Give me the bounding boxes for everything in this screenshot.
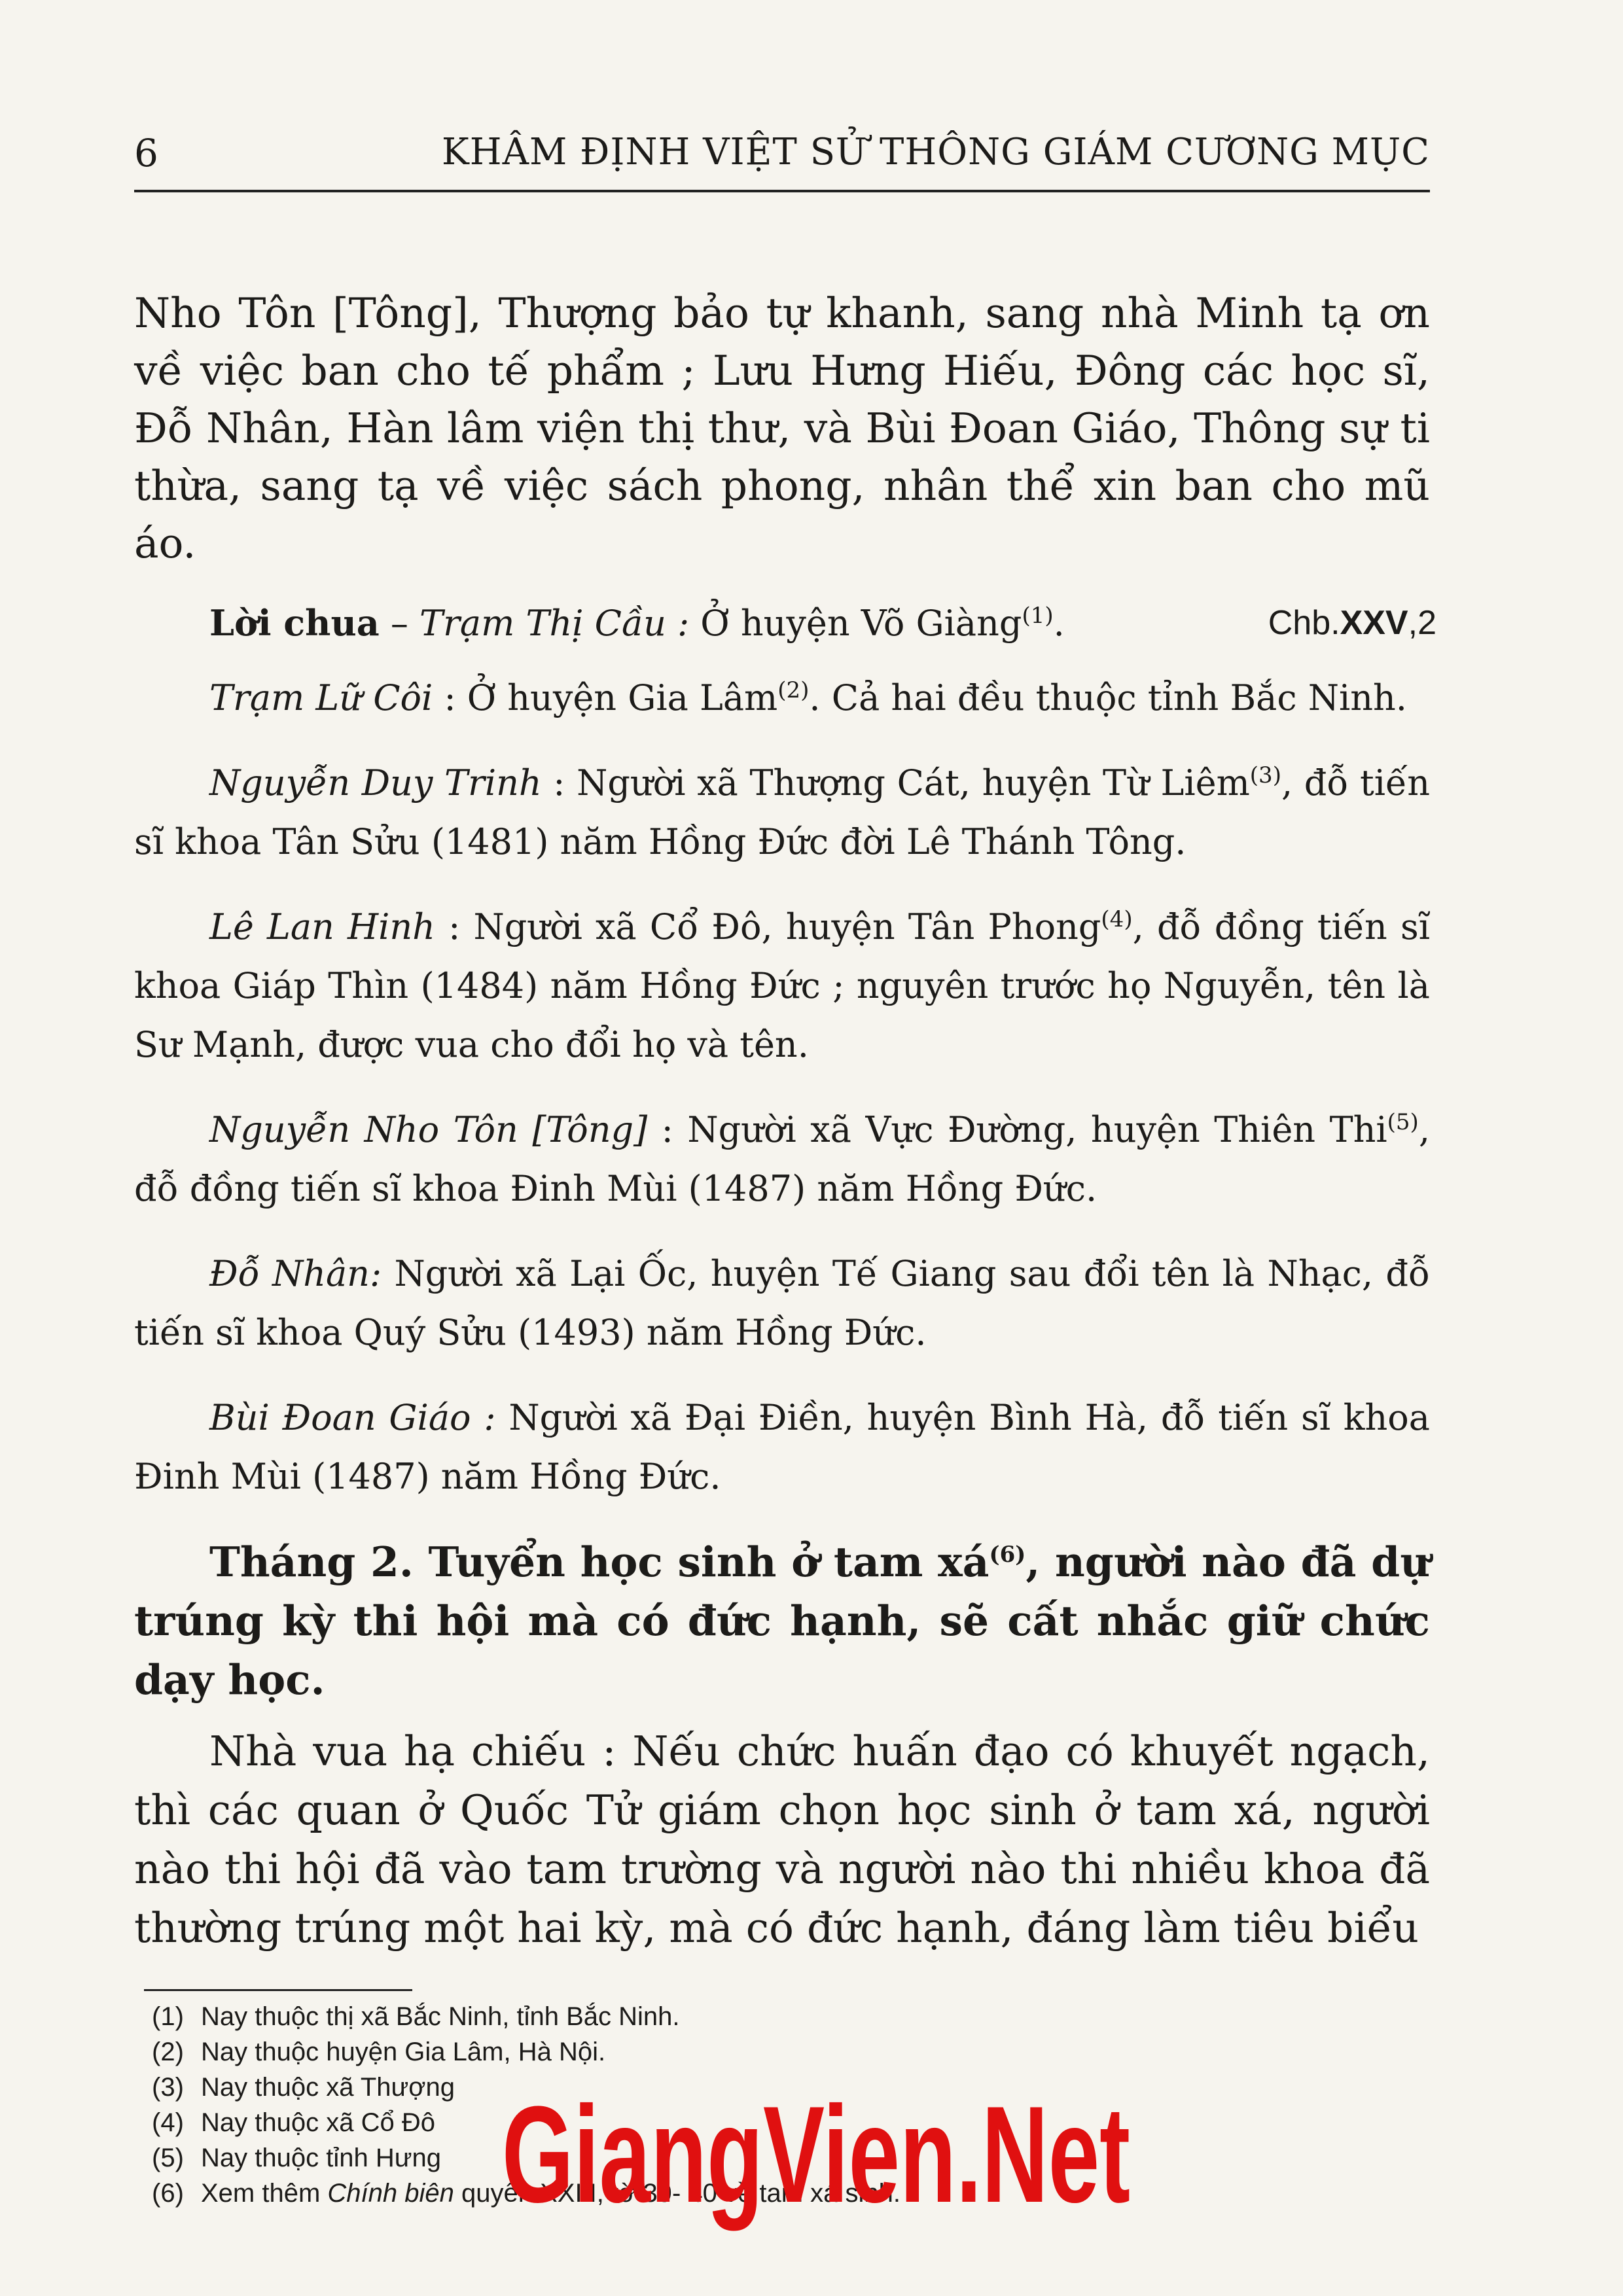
watermark-logo: [494, 2068, 1139, 2244]
footnote-ref[interactable]: (5): [1387, 1109, 1419, 1135]
annotation-name: Trạm Thị Cầu :: [419, 603, 690, 644]
running-title: KHÂM ĐỊNH VIỆT SỬ THÔNG GIÁM CƯƠNG MỤC: [441, 131, 1430, 173]
annotation-name: Lê Lan Hinh: [209, 906, 435, 947]
footnote: (6) Xem thêm Chính biên quyển XXIII, tờ 39- 40 về tam xá sinh.: [152, 2179, 901, 2208]
footnote: (5) Nay thuộc tỉnh Hưng: [152, 2144, 441, 2172]
annotation-name: Bùi Đoan Giáo :: [209, 1397, 496, 1438]
footnote-ref[interactable]: (1): [1022, 603, 1054, 629]
section-heading: Tháng 2. Tuyển học sinh ở tam $xá^{(6)}$, người nào đã dự trúng kỳ thi hội mà có đức hạnh, sẽ cất nhắc giữ chức dạy học.: [134, 1538, 1430, 1704]
watermark-text: GiangVien.Net: [502, 2077, 1130, 2231]
annotation-entry: Bùi Đoan Giáo : Người xã Đại Điền, huyện Bình Hà, đỗ tiến sĩ khoa Đinh Mùi (1487) năm Hồng Đức.: [134, 1397, 1431, 1497]
page-header: [134, 118, 1430, 192]
annotation-name: Nguyễn Nho Tôn [Tông]: [209, 1109, 648, 1150]
footnote-divider: [144, 1989, 412, 1991]
footnote-ref[interactable]: (6): [989, 1542, 1026, 1568]
annotation-entry: Nguyễn Nho Tôn [Tông] : Người xã Vực Đường, huyện Thiên Thi$^{(5)}$, đỗ đồng tiến sĩ khoa Đinh Mùi (1487) năm Hồng Đức.: [134, 1109, 1430, 1209]
footnote-ref[interactable]: (4): [1101, 906, 1133, 932]
closing-paragraph: Nhà vua hạ chiếu : Nếu chức huấn đạo có khuyết ngạch, thì các quan ở Quốc Tử giám chọn học sinh ở tam xá, người nào thi hội đã vào tam trường và người nào thi nhiều khoa đã thường trúng một hai kỳ, mà có đức hạnh, đáng làm tiêu biểu: [134, 1727, 1430, 1952]
annotation-entry: Lê Lan Hinh : Người xã Cổ Đô, huyện Tân Phong$^{(4)}$, đỗ đồng tiến sĩ khoa Giáp Thìn (1484) năm Hồng Đức ; nguyên trước họ Nguyễn, tên là Sư Mạnh, được vua cho đổi họ và tên.: [134, 906, 1430, 1065]
footnote: (2) Nay thuộc huyện Gia Lâm, Hà Nội.: [152, 2038, 606, 2066]
annotation-label: Lời chua: [209, 602, 380, 644]
annotation-entry: Lời chua – Trạm Thị Cầu : Ở huyện Võ Giàng$^{(1)}$. Chb.XXV,2: [134, 593, 1430, 653]
annotation-entry: Nguyễn Duy Trinh : Người xã Thượng Cát, huyện Từ Liêm$^{(3)}$, đỗ tiến sĩ khoa Tân Sửu (1481) năm Hồng Đức đời Lê Thánh Tông.: [134, 762, 1431, 862]
annotation-name: Trạm Lữ Côi: [209, 677, 433, 718]
annotation-name: Nguyễn Duy Trinh: [209, 762, 542, 804]
footnote: (4) Nay thuộc xã Cổ Đô: [152, 2108, 435, 2137]
body-text: [134, 285, 1436, 1958]
lead-paragraph: Nho Tôn [Tông], Thượng bảo tự khanh, sang nhà Minh tạ ơn về việc ban cho tế phẩm ; Lưu Hưng Hiếu, Đông các học sĩ, Đỗ Nhân, Hàn lâm viện thị thư, và Bùi Đoan Giáo, Thông sự ti thừa, sang tạ về việc sách phong, nhân thể xin ban cho mũ áo.: [134, 289, 1430, 567]
annotation-entry: Đỗ Nhân: Người xã Lại Ốc, huyện Tế Giang sau đổi tên là Nhạc, đỗ tiến sĩ khoa Quý Sửu (1493) năm Hồng Đức.: [134, 1253, 1431, 1353]
annotation-name: Đỗ Nhân:: [209, 1253, 382, 1294]
footnote: (3) Nay thuộc xã Thượng: [152, 2073, 455, 2102]
margin-reference: Chb.XXV,2: [1268, 604, 1436, 642]
footnote: (1) Nay thuộc thị xã Bắc Ninh, tỉnh Bắc Ninh.: [152, 2002, 680, 2031]
page-number: 6: [134, 131, 158, 175]
footnote-ref[interactable]: (2): [777, 677, 810, 703]
footnote-ref[interactable]: (3): [1249, 762, 1281, 788]
annotation-entry: Trạm Lữ Côi : Ở huyện Gia Lâm$^{(2)}$. Cả hai đều thuộc tỉnh Bắc Ninh.: [209, 677, 1407, 718]
